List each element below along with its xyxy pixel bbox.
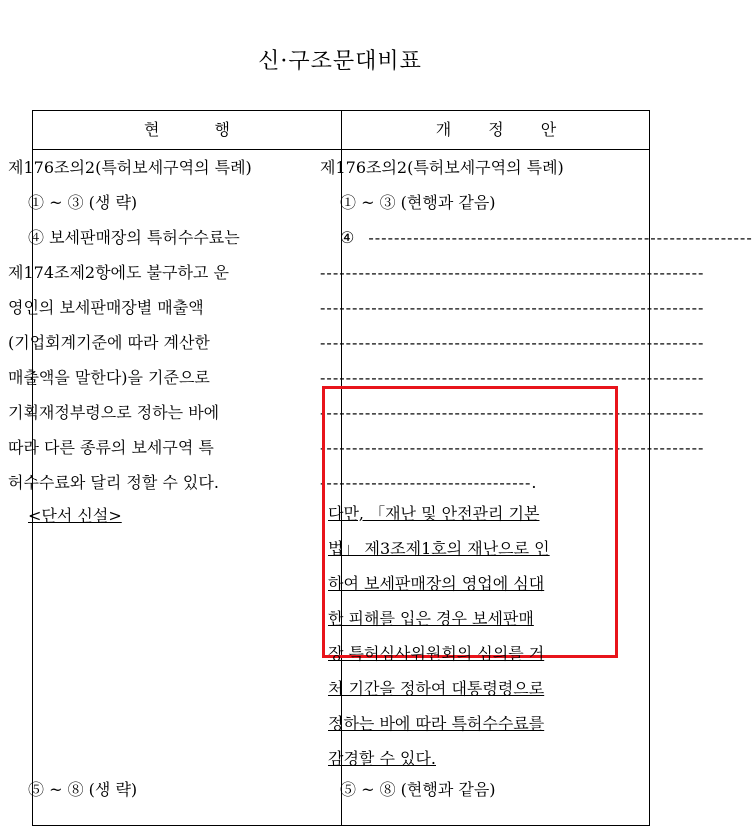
proviso-line: 한 피해를 입은 경우 보세판매 [328,609,534,628]
current-item-4-line: ④ 보세판매장의 특허수수료는 [28,228,240,247]
current-item-4-line: 기획재정부령으로 정하는 바에 [8,403,220,422]
dash-fill: ------------------------------------------------------------ [320,438,705,457]
proviso-line: 다만, 「재난 및 안전관리 기본 [328,504,540,523]
dash-fill: ------------------------------------------------------------ [320,263,705,282]
new-proviso-wrap [8,503,300,529]
dash-fill: ------------------------------------------------------------ [320,368,705,387]
proviso-line: 장 특허심사위원회의 심의를 거 [328,644,545,663]
dash-row [320,295,705,321]
dash-row [320,330,705,356]
revised-item-4-line [320,225,753,251]
current-items-5-8: ⑤ ~ ⑧ (생 략) [28,780,138,799]
revised-item-4-marker: ④ [340,228,355,247]
dash-fill: ------------------------------------------------------------ [320,333,705,352]
revised-items-5-8: ⑤ ~ ⑧ (현행과 같음) [340,780,496,799]
header-current: 현 행 [144,120,230,139]
current-item-4-line: 영인의 보세판매장별 매출액 [8,298,204,317]
dash-fill: ------------------------------------------------------------ [320,298,705,317]
dash-fill: ------------------------------------------------------------ [368,228,753,247]
new-proviso-label: <단서 신설> [28,506,122,525]
current-items-1-3: ① ~ ③ (생 략) [28,193,138,212]
proviso-line: 법」 제3조제1호의 재난으로 인 [328,539,550,558]
revised-items-1-3: ① ~ ③ (현행과 같음) [340,193,496,212]
header-revised: 개 정 안 [435,120,557,139]
revised-article-title: 제176조의2(특허보세구역의 특례) [320,158,564,177]
current-item-4-line: 허수수료와 달리 정할 수 있다. [8,473,219,492]
proviso-line: 처 기간을 정하여 대통령령으로 [328,679,545,698]
current-item-4-line: 따라 다른 종류의 보세구역 특 [8,438,214,457]
dash-fill: ------------------------------------------------------------ [320,403,705,422]
dash-end: ---------------------------------. [320,473,538,492]
current-article-title: 제176조의2(특허보세구역의 특례) [8,158,252,177]
proviso-line: 하여 보세판매장의 영업에 심대 [328,574,545,593]
current-item-4-line: 매출액을 말한다)을 기준으로 [8,368,210,387]
proviso-line: 정하는 바에 따라 특허수수료를 [328,714,545,733]
current-item-4-line: (기업회계기준에 따라 계산한 [8,333,210,352]
dash-row [320,260,705,286]
page-title: 신·구조문대비표 [258,49,422,74]
proviso-line: 감경할 수 있다. [328,749,436,768]
current-item-4-line: 제174조제2항에도 불구하고 운 [8,263,229,282]
